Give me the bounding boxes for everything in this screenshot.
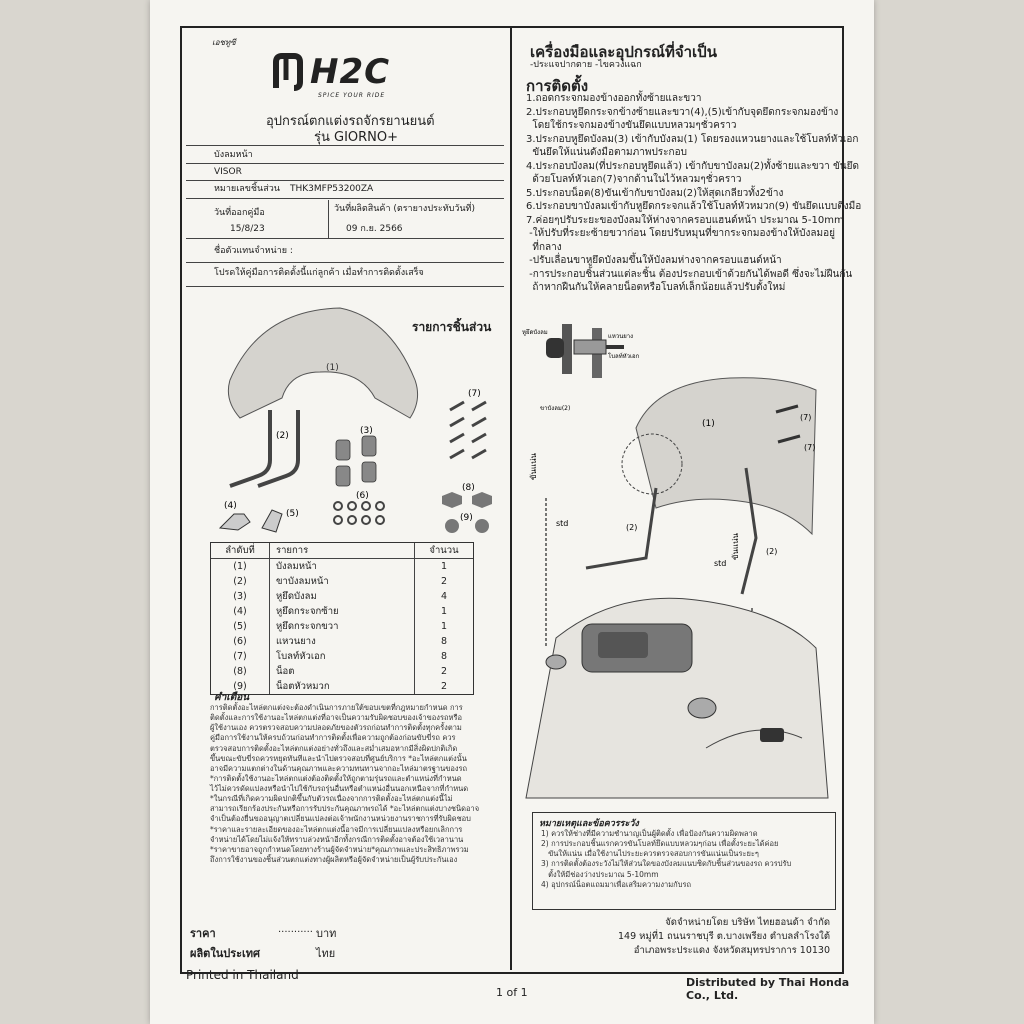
install-step: 4.ประกอบบังลม(ที่ประกอบหูยึดแล้ว) เข้ากับขาบังลม(2)ทั้งซ้ายและขวา ขันยึด bbox=[526, 160, 859, 172]
doc-title: อุปกรณ์ตกแต่งรถจักรยานยนต์ bbox=[266, 114, 435, 129]
warning-line: ติดตั้งและการใช้งานอะไหล่ตกแต่งที่อาจเป็นความรับผิดชอบของเจ้าของรถหรือ bbox=[210, 713, 462, 723]
warning-line: ถึงการใช้งานของชิ้นส่วนตกแต่งทางผู้ผลิตหรือผู้จัดจำหน่ายเป็นผู้รับประกันเอง bbox=[210, 854, 458, 864]
svg-text:(4): (4) bbox=[224, 501, 237, 511]
part-qty: 2 bbox=[415, 664, 474, 679]
install-steps bbox=[526, 92, 862, 295]
table-header-no: ลำดับที่ bbox=[211, 543, 270, 559]
install-step: ถ้าหากฝืนกันให้คลายน็อตหรือโบลท์เล็กน้อยแล้วปรับตั้งใหม่ bbox=[526, 282, 786, 293]
part-name: บังลมหน้า bbox=[270, 559, 415, 575]
label-std-right: std bbox=[714, 559, 727, 568]
table-header-item: รายการ bbox=[270, 543, 415, 559]
part-qty: 8 bbox=[415, 634, 474, 649]
install-step: 2.ประกอบหูยึดกระจกข้างซ้ายและขวา(4),(5)เข้ากับจุดยึดกระจกมองข้าง bbox=[526, 106, 839, 118]
page-number: 1 of 1 bbox=[496, 986, 528, 999]
part-qty: 2 bbox=[415, 679, 474, 694]
manual-date: 15/8/23 bbox=[230, 224, 265, 234]
part-qty: 1 bbox=[415, 619, 474, 634]
svg-text:(6): (6) bbox=[356, 491, 369, 501]
part-name: แหวนยาง bbox=[270, 634, 415, 649]
part-name: หูยึดบังลม bbox=[270, 589, 415, 604]
svg-text:(3): (3) bbox=[360, 426, 373, 436]
svg-text:(9): (9) bbox=[460, 513, 473, 523]
parts-table bbox=[210, 542, 474, 695]
table-row bbox=[211, 619, 473, 634]
part-no: (9) bbox=[233, 681, 247, 692]
install-step: -ให้ปรับที่ระยะซ้ายขวาก่อน โดยปรับหมุนที่ขากระจกมองข้างให้บังลมอยู่ bbox=[526, 228, 835, 239]
install-step: -การประกอบชิ้นส่วนแต่ละชิ้น ต้องประกอบเข้าด้วยกันได้พอดี ซึ่งจะไม่ฝืนกัน bbox=[526, 268, 853, 280]
part-name: ขาบังลมหน้า bbox=[270, 574, 415, 589]
warning-line: การติดตั้งอะไหล่ตกแต่งจะต้องดำเนินการภายใต้ขอบเขตที่กฎหมายกำหนด การ bbox=[210, 703, 463, 712]
note-item: 3) การติดตั้งต้องระวังไม่ให้ส่วนใดของบังลมแนบชิดกับชิ้นส่วนของรถ ควรปรับ bbox=[541, 859, 792, 869]
part-no: (2) bbox=[233, 576, 247, 587]
part-qty: 4 bbox=[415, 589, 474, 604]
svg-text:(8): (8) bbox=[462, 483, 475, 493]
svg-text:(7): (7) bbox=[468, 389, 481, 399]
svg-text:(2): (2) bbox=[276, 431, 289, 441]
svg-text:(2): (2) bbox=[766, 547, 778, 556]
part-no-label: หมายเลขชิ้นส่วน bbox=[214, 184, 280, 194]
document-sheet bbox=[150, 0, 874, 1024]
part-name: น็อต bbox=[270, 664, 415, 679]
warning-line: ไว้ไม่ควรดัดแปลงหรือนำไปใช้กับรถรุ่นอื่นหรือตำแหน่งอื่นนอกเหนือจากที่กำหนด bbox=[210, 784, 469, 793]
part-no: THK3MFP53200ZA bbox=[290, 184, 374, 194]
warning-line: *ในกรณีที่เกิดความผิดปกติขึ้นกับตัวรถเนื่องจากการติดตั้งอะไหล่ตกแต่งนี้ไม่ bbox=[210, 794, 453, 804]
part-name: หูยึดกระจกซ้าย bbox=[270, 604, 415, 619]
svg-text:(1): (1) bbox=[326, 363, 339, 373]
price-dots: ........... bbox=[278, 924, 313, 935]
label-tighten-right: ขันแน่น bbox=[731, 532, 740, 560]
label-visor-leg: ขาบังลม(2) bbox=[540, 405, 571, 412]
price-label: ราคา bbox=[190, 927, 216, 940]
part-no: (1) bbox=[233, 561, 247, 572]
svg-text:(2): (2) bbox=[626, 523, 638, 532]
label-std-left: std bbox=[556, 519, 569, 528]
install-step: 1.ถอดกระจกมองข้างออกทั้งซ้ายและขวา bbox=[526, 93, 702, 104]
distributor-address bbox=[618, 916, 830, 958]
part-qty: 1 bbox=[415, 604, 474, 619]
doc-model: รุ่น GIORNO+ bbox=[314, 130, 399, 145]
warning-line: *ราคาและรายละเอียดของอะไหล่ตกแต่งนี้อาจมีการเปลี่ยนแปลงหรือยกเลิกการ bbox=[210, 824, 463, 834]
svg-text:(1): (1) bbox=[702, 419, 715, 429]
distributed-by: Distributed by Thai Honda Co., Ltd. bbox=[686, 976, 850, 1002]
corner-note: เอชทูซี bbox=[212, 38, 236, 47]
install-step: ที่กลาง bbox=[526, 241, 562, 253]
warning-line: คู่มือการใช้งานให้ครบถ้วนก่อนทำการติดตั้งเพื่อความถูกต้องก่อนขับขี่รถ ควร bbox=[210, 733, 456, 743]
table-row bbox=[211, 649, 473, 664]
warning-line: อาจมีความแตกต่างในด้านคุณภาพและความทนทานจากอะไหล่มาตรฐานของรถ bbox=[210, 763, 468, 773]
distributor-line: จัดจำหน่ายโดย บริษัท ไทยฮอนด้า จำกัด bbox=[665, 917, 830, 928]
parts-heading: รายการชิ้นส่วน bbox=[412, 320, 492, 334]
part-name: หูยึดกระจกขวา bbox=[270, 619, 415, 634]
distributor-line: อำเภอพระประแดง จังหวัดสมุทรปราการ 10130 bbox=[633, 945, 830, 956]
label-bolt: โบลท์หัวเอก bbox=[608, 353, 640, 360]
install-step: 3.ประกอบหูยึดบังลม(3) เข้ากับบังลม(1) โดยรองแหวนยางและใช้โบลท์หัวเอก bbox=[526, 133, 859, 145]
note-item: 2) การประกอบชิ้นแรกควรขันโบลท์ยึดแบบหลวมๆก่อน เพื่อตั้งระยะได้ค่อย bbox=[541, 839, 779, 849]
warning-line: จำเป็นต้องยื่นขออนุญาตเปลี่ยนแปลงต่อเจ้าพนักงานหน่วยงานราชการที่รับผิดชอบ bbox=[210, 814, 471, 824]
warning-title: คำเตือน bbox=[214, 692, 250, 703]
warning-line: ตรวจสอบการติดตั้งอะไหล่ตกแต่งอย่างทั่วถึงและสม่ำเสมอหากมีสิ่งผิดปกติเกิด bbox=[210, 743, 458, 753]
tools-list: -ประแจปากตาย -ไขควงแฉก bbox=[530, 60, 642, 70]
note-item: ตั้งให้มีช่องว่างประมาณ 5-10mm bbox=[541, 869, 659, 879]
svg-text:(5): (5) bbox=[286, 509, 299, 519]
note-item: ขันให้แน่น เมื่อใช้งานไประยะควรตรวจสอบการขันแน่นเป็นระยะๆ bbox=[541, 849, 759, 859]
install-step: โดยใช้กระจกมองข้างขันยึดแบบหลวมๆชั่วคราว bbox=[526, 120, 737, 131]
warning-line: จำหน่ายได้โดยไม่แจ้งให้ทราบล่วงหน้าอีกทั้งกรณีการติดตั้งอาจต้องใช้เวลานาน bbox=[210, 834, 464, 844]
part-no: (6) bbox=[233, 636, 247, 647]
install-step: ด้วยโบลท์หัวเอก(7)จากด้านในไว้หลวมๆชั่วคราว bbox=[526, 174, 742, 185]
origin-label: ผลิตในประเทศ bbox=[190, 947, 261, 960]
part-no: (8) bbox=[233, 666, 247, 677]
distributor-line: 149 หมู่ที่1 ถนนราชบุรี ต.บางเพรียง ตำบลลำโรงใต้ bbox=[618, 931, 830, 942]
part-no: (5) bbox=[233, 621, 247, 632]
label-tighten-left: ขันแน่น bbox=[529, 452, 538, 480]
install-heading: การติดตั้ง bbox=[526, 77, 589, 95]
notes-box bbox=[532, 812, 836, 910]
table-row bbox=[211, 559, 473, 575]
warning-line: สามารถเรียกร้องประกันหรือการรับประกันคุณภาพรถได้ *อะไหล่ตกแต่งบางชนิดอาจ bbox=[210, 804, 480, 814]
mfg-date-label: วันที่ผลิตสินค้า (ตรายางประทับวันที่) bbox=[334, 204, 475, 214]
printed-in: Printed in Thailand bbox=[186, 968, 299, 982]
brand-logo bbox=[270, 52, 391, 99]
dealer-note: โปรดให้คู่มือการติดตั้งนี้แก่ลูกค้า เมื่อทำการติดตั้งเสร็จ bbox=[214, 268, 424, 278]
install-step: 7.ค่อยๆปรับระยะของบังลมให้ห่างจากครอบแฮนด์หน้า ประมาณ 5-10mm bbox=[526, 214, 844, 226]
install-step: 6.ประกอบขาบังลมเข้ากับหูยึดกระจกแล้วใช้โบลท์หัวหมวก(9) ขันยึดแบบตึงมือ bbox=[526, 201, 862, 212]
logo-mark-icon bbox=[270, 52, 310, 92]
table-row bbox=[211, 679, 473, 694]
table-row bbox=[211, 634, 473, 649]
part-no: (4) bbox=[233, 606, 247, 617]
logo-tagline: SPICE YOUR RIDE bbox=[318, 92, 386, 99]
manual-date-label: วันที่ออกคู่มือ bbox=[214, 208, 265, 218]
warning-line: ผู้ใช้งานเอง ควรตรวจสอบความปลอดภัยของตัวรถก่อนทำการติดตั้งทุกครั้งตาม bbox=[210, 723, 462, 733]
svg-text:(7): (7) bbox=[804, 443, 816, 452]
tools-heading: เครื่องมือและอุปกรณ์ที่จำเป็น bbox=[530, 43, 717, 61]
product-name-th: บังลมหน้า bbox=[214, 150, 253, 160]
warning-text bbox=[210, 703, 500, 865]
part-name: โบลท์หัวเอก bbox=[270, 649, 415, 664]
price-unit: บาท bbox=[316, 927, 337, 940]
table-header-qty: จำนวน bbox=[415, 543, 474, 559]
label-bracket: หูยึดบังลม bbox=[522, 329, 548, 336]
product-name-en: VISOR bbox=[214, 167, 242, 177]
warning-line: *ราคาขายอาจถูกกำหนดโดยทางร้านผู้จัดจำหน่าย*คุณภาพและประสิทธิภาพรวม bbox=[210, 844, 469, 854]
install-step: ขันยึดให้แน่นดังมือตามภาพประกอบ bbox=[526, 147, 687, 158]
warning-line: *การติดตั้งใช้งานอะไหล่ตกแต่งต้องติดตั้งให้ถูกตามรุ่นรถและตำแหน่งที่กำหนด bbox=[210, 773, 462, 783]
part-qty: 8 bbox=[415, 649, 474, 664]
install-step: -ปรับเลื่อนขาหูยึดบังลมขึ้นให้บังลมห่างจากครอบแฮนด์หน้า bbox=[526, 255, 782, 266]
mfg-date: 09 ก.ย. 2566 bbox=[346, 224, 403, 234]
table-row bbox=[211, 589, 473, 604]
notes-list bbox=[541, 829, 831, 890]
part-qty: 2 bbox=[415, 574, 474, 589]
table-row bbox=[211, 664, 473, 679]
origin-value: ไทย bbox=[316, 947, 336, 960]
logo-text: H2C bbox=[310, 52, 391, 92]
svg-text:(7): (7) bbox=[800, 413, 812, 422]
install-step: 5.ประกอบน็อต(8)ขันเข้ากับขาบังลม(2)ให้สุดเกลียวทั้ง2ข้าง bbox=[526, 187, 784, 199]
note-item: 1) ควรให้ช่างที่มีความชำนาญเป็นผู้ติดตั้ง เพื่อป้องกันความผิดพลาด bbox=[541, 829, 758, 838]
table-row bbox=[211, 604, 473, 619]
notes-title: หมายเหตุและข้อควรระวัง bbox=[539, 819, 639, 829]
dealer-label: ชื่อตัวแทนจำหน่าย : bbox=[214, 246, 293, 256]
installation-diagram bbox=[516, 318, 838, 808]
parts-illustration bbox=[210, 300, 500, 540]
part-no: (7) bbox=[233, 651, 247, 662]
table-row bbox=[211, 574, 473, 589]
warning-line: ขึ้นขณะขับขี่รถควรหยุดทันทีและนำไปตรวจสอบที่ศูนย์บริการ *อะไหล่ตกแต่งนั้น bbox=[210, 753, 467, 763]
note-item: 4) อุปกรณ์น็อตแถมมาเพื่อเสริมความงามกับรถ bbox=[541, 879, 692, 889]
part-name: น็อตหัวหมวก bbox=[270, 679, 415, 694]
part-no: (3) bbox=[233, 591, 247, 602]
part-qty: 1 bbox=[415, 559, 474, 575]
label-washer: แหวนยาง bbox=[608, 333, 634, 340]
